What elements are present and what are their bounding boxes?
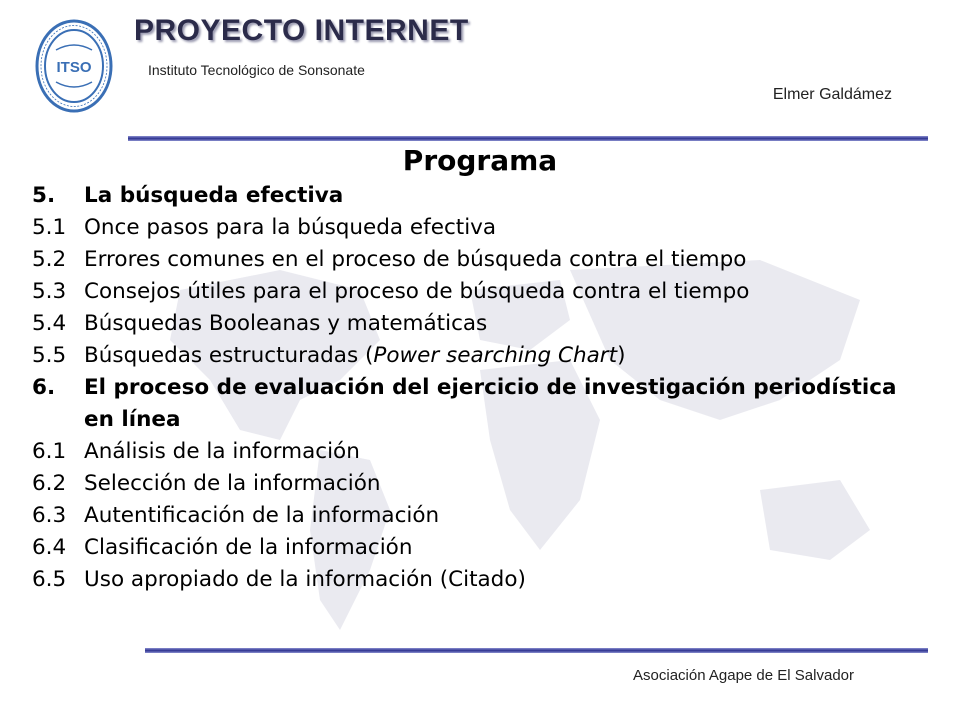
- agenda-item: [32, 212, 932, 244]
- agenda-item-text-italic: Power searching Chart: [373, 343, 618, 368]
- slide-title: Programa: [402, 144, 558, 177]
- author-name: Elmer Galdámez: [772, 86, 892, 103]
- agenda-item-number: 5.1: [32, 215, 67, 240]
- agenda-item: [32, 564, 932, 596]
- agenda-item-text: Selección de la información: [84, 471, 381, 496]
- agenda-item: [32, 500, 932, 532]
- agenda-list: [32, 180, 932, 596]
- agenda-item-number: 5.3: [32, 279, 67, 304]
- agenda-item-number: 6.3: [32, 503, 67, 528]
- agenda-item-text: Consejos útiles para el proceso de búsqueda contra el tiempo: [84, 279, 750, 304]
- agenda-item-number: 6.: [32, 375, 56, 400]
- agenda-item: [32, 276, 932, 308]
- agenda-item-number: 6.2: [32, 471, 67, 496]
- agenda-item: [32, 340, 932, 372]
- agenda-item-number: 6.4: [32, 535, 67, 560]
- svg-text:ITSO: ITSO: [56, 59, 92, 76]
- agenda-item-number: 6.1: [32, 439, 67, 464]
- agenda-item: [32, 468, 932, 500]
- agenda-item-text: Búsquedas Booleanas y matemáticas: [84, 311, 488, 336]
- bottom-divider: [145, 648, 928, 653]
- agenda-item-number: 5.5: [32, 343, 67, 368]
- agenda-item-text: Análisis de la información: [84, 439, 360, 464]
- agenda-item: [32, 436, 932, 468]
- agenda-item: [32, 308, 932, 340]
- agenda-item-text: Errores comunes en el proceso de búsqueda contra el tiempo: [84, 247, 747, 272]
- agenda-item-text-end: ): [617, 343, 626, 368]
- institution-name: Instituto Tecnológico de Sonsonate: [148, 62, 365, 78]
- agenda-item-text: [84, 340, 625, 372]
- agenda-item-text-start: Búsquedas estructuradas (: [84, 343, 374, 368]
- header-title: PROYECTO INTERNET: [134, 14, 469, 47]
- agenda-item-number: 5.2: [32, 247, 67, 272]
- footer-organization: Asociación Agape de El Salvador: [633, 667, 854, 684]
- agenda-item-number: 5.4: [32, 311, 67, 336]
- agenda-item-text: Uso apropiado de la información (Citado): [84, 567, 526, 592]
- agenda-item: [32, 180, 932, 212]
- agenda-item-text: Clasificación de la información: [84, 535, 413, 560]
- agenda-item: [32, 244, 932, 276]
- agenda-item-text: La búsqueda efectiva: [84, 183, 344, 208]
- agenda-item-text: Autentificación de la información: [84, 503, 440, 528]
- agenda-item: [32, 372, 932, 436]
- agenda-item-number: 5.: [32, 183, 56, 208]
- itso-seal-logo: [34, 18, 114, 114]
- agenda-item: [32, 532, 932, 564]
- agenda-item-text: El proceso de evaluación del ejercicio de investigación periodística en línea: [84, 375, 897, 432]
- agenda-item-number: 6.5: [32, 567, 67, 592]
- agenda-item-text: Once pasos para la búsqueda efectiva: [84, 215, 497, 240]
- top-divider: [128, 136, 928, 141]
